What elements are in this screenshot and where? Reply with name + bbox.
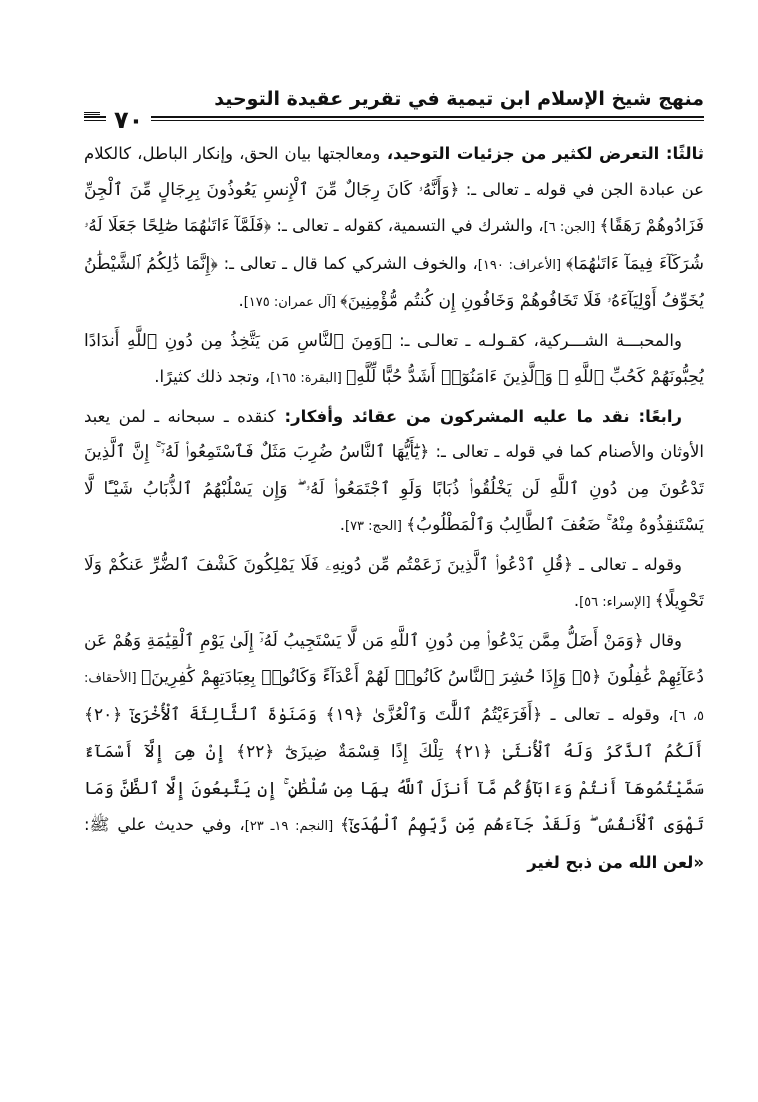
body-text: ، والخوف الشركي كما قال ـ تعالى ـ: (217, 253, 478, 273)
quran-verse: ﴿إِنَّمَا ذَٰلِكُمُ ٱلشَّيْطَٰنُ يُخَوِّفُ أَوْلِيَآءَهُۥ فَلَا تَخَافُوهُمْ وَخَافُونِ إِن كُنتُم مُّؤْمِنِينَ﴾ (84, 253, 704, 311)
verse-reference: [الجن: ٦] (543, 220, 600, 235)
body-text: ، وتجد ذلك كثيرًا. (154, 367, 271, 386)
header-rule (84, 116, 704, 118)
bold-heading: رابعًا: نقد ما عليه المشركون من عقائد وأفكار: (275, 406, 682, 426)
quran-verse: ﴿يَٰٓأَيُّهَا ٱلنَّاسُ ضُرِبَ مَثَلٌ فَٱسْتَمِعُوا۟ لَهُۥٓ ۚ إِنَّ ٱلَّذِينَ تَدْعُونَ مِن دُونِ ٱللَّهِ لَن يَخْلُقُوا۟ ذُبَابًا وَلَوِ ٱجْتَمَعُوا۟ لَهُۥ ۖ وَإِن يَسْلُبْهُمُ ٱلذُّبَابُ شَيْـًٔا لَّا يَسْتَنقِذُوهُ مِنْهُ ۚ ضَعُفَ ٱلطَّالِبُ وَٱلْمَطْلُوبُ﴾ (84, 442, 704, 535)
bold-heading: ثالثًا: التعرض لكثير من جزئيات التوحيد، (380, 144, 704, 163)
page-body (84, 136, 704, 882)
verse-reference: [البقرة: ١٦٥] (270, 371, 347, 386)
body-text: ، وقوله ـ تعالى ـ (542, 704, 674, 724)
paragraph-p1 (84, 136, 704, 321)
body-text: والمحبـــة الشـــركية، كقـولـه ـ تعالـى ـ: (391, 330, 682, 350)
verse-reference: [الحج: ٧٣] (344, 519, 407, 534)
paragraph-p4 (84, 547, 704, 621)
body-text: ، وفي حديث علي ﷺ: (84, 815, 245, 834)
body-text: . (238, 291, 244, 310)
page-header (84, 86, 704, 134)
body-text: وقوله ـ تعالى ـ (572, 554, 682, 574)
quran-verse: ﴿وَمَنْ أَضَلُّ مِمَّن يَدْعُوا۟ مِن دُونِ ٱللَّهِ مَن لَّا يَسْتَجِيبُ لَهُۥٓ إِلَىٰ يَوْمِ ٱلْقِيَٰمَةِ وَهُمْ عَن دُعَآئِهِمْ غَٰفِلُونَ ﴿٥﴾ وَإِذَا حُشِرَ ٱلنَّاسُ كَانُوا۟ لَهُمْ أَعْدَآءً وَكَانُوا۟ بِعِبَادَتِهِمْ كَٰفِرِينَ﴾ (84, 630, 704, 687)
verse-reference: [الأعراف: ١٩٠] (477, 257, 566, 273)
quran-verse: ﴿أَفَرَءَيْتُمُ ٱللَّٰتَ وَٱلْعُزَّىٰ ﴿١٩﴾ وَمَنَوٰةَ ٱلثَّالِثَةَ ٱلْأُخْرَىٰٓ ﴿٢٠﴾ أَلَكُمُ ٱلذَّكَرُ وَلَهُ ٱلْأُنثَىٰ ﴿٢١﴾ تِلْكَ إِذًا قِسْمَةٌ ضِيزَىٰٓ ﴿٢٢﴾ إِنْ هِىَ إِلَّآ أَسْمَآءٌ سَمَّيْتُمُوهَآ أَنتُمْ وَءَابَآؤُكُم مَّآ أَنزَلَ ٱللَّهُ بِهَا مِن سُلْطَٰنٍ ۚ إِن يَتَّبِعُونَ إِلَّا ٱلظَّنَّ وَمَا تَهْوَى ٱلْأَنفُسُ ۖ وَلَقَدْ جَآءَهُم مِّن رَّبِّهِمُ ٱلْهُدَىٰٓ﴾ (84, 704, 704, 835)
verse-reference: [النجم: ١٩ـ ٢٣] (244, 819, 340, 834)
body-text: ومعالجتها بيان الحق، وإنكار الباطل، كالكلام عن عبادة الجن في قوله ـ تعالى ـ: (84, 144, 704, 199)
body-text: كنقده ـ سبحانه ـ لمن يعبد الأوثان والأصنام كما في قوله ـ تعالى ـ: (84, 406, 704, 461)
paragraph-p5 (84, 623, 704, 881)
body-text: . (339, 515, 345, 534)
verse-reference: [الأحقاف: ٥، ٦] (84, 671, 704, 724)
body-text: ، والشرك في التسمية، كقوله ـ تعالى ـ: (271, 216, 544, 235)
quran-verse: ﴿وَمِنَ ٱلنَّاسِ مَن يَتَّخِذُ مِن دُونِ ٱللَّهِ أَندَادًا يُحِبُّونَهُمْ كَحُبِّ ٱللَّهِ ۖ وَٱلَّذِينَ ءَامَنُوٓا۟ أَشَدُّ حُبًّا لِّلَّهِ﴾ (84, 330, 704, 387)
header-rule-thin (84, 120, 704, 121)
verse-reference: [آل عمران: ١٧٥] (243, 295, 341, 310)
book-page (84, 86, 704, 1076)
quran-verse: ﴿وَأَنَّهُۥ كَانَ رِجَالٌ مِّنَ ٱلْإِنسِ يَعُوذُونَ بِرِجَالٍ مِّنَ ٱلْجِنِّ فَزَادُوهُمْ رَهَقًا﴾ (84, 179, 704, 236)
page-number: ٧٠ (106, 108, 151, 132)
body-text: . (573, 591, 580, 610)
paragraph-p3 (84, 399, 704, 545)
body-text: وقال (643, 630, 682, 650)
quran-verse: ﴿فَلَمَّآ ءَاتَىٰهُمَا صَٰلِحًا جَعَلَا لَهُۥ شُرَكَآءَ فِيمَآ ءَاتَىٰهُمَا﴾ (84, 216, 704, 274)
quran-verse: ﴿قُلِ ٱدْعُوا۟ ٱلَّذِينَ زَعَمْتُم مِّن دُونِهِۦ فَلَا يَمْلِكُونَ كَشْفَ ٱلضُّرِّ عَنكُمْ وَلَا تَحْوِيلًا﴾ (84, 554, 704, 611)
header-ornament (84, 112, 100, 115)
paragraph-p2 (84, 323, 704, 397)
bold-heading: «لعن الله من ذبح لغير (527, 852, 704, 872)
verse-reference: [الإسراء: ٥٦] (579, 595, 655, 610)
running-title: منهج شيخ الإسلام ابن تيمية في تقرير عقيدة التوحيد (214, 88, 704, 110)
